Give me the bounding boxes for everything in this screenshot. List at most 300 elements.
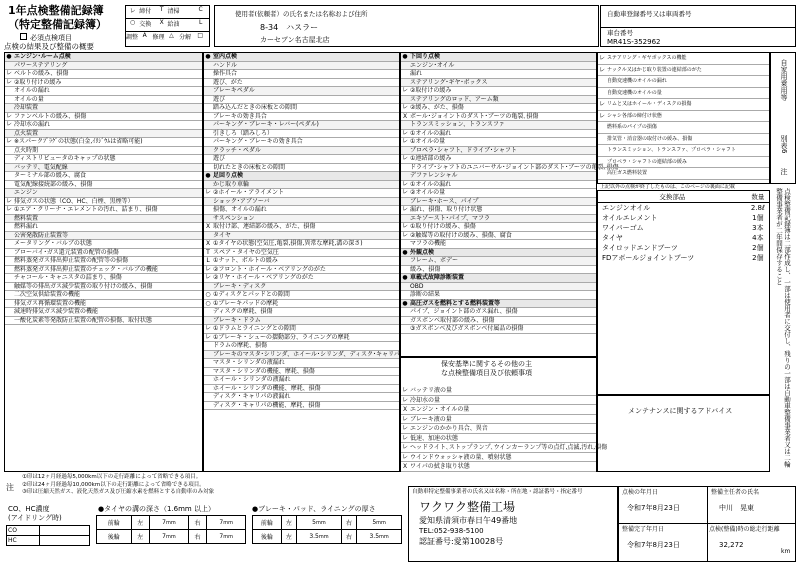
check-mark: レ	[204, 333, 211, 341]
registration-box	[600, 5, 796, 47]
check-item-label: ファンベルトの緩み、損傷	[14, 112, 87, 120]
check-item-label: ターミナル部の緩み、腐食	[14, 172, 87, 179]
part-name: タイヤ	[602, 234, 623, 242]
standard-row	[401, 453, 596, 463]
check-row	[204, 351, 399, 360]
check-row	[401, 257, 596, 266]
extra-row	[598, 53, 769, 65]
check-row	[5, 308, 202, 317]
check-row	[204, 189, 399, 198]
check-item-label: ①ナット、ボルトの緩み	[213, 257, 278, 264]
check-mark: レ	[204, 189, 211, 196]
check-item-label: ②触媒等の取付けの緩み、損傷、腐食	[410, 231, 512, 239]
check-item-label: ブレーキ・ドラム	[213, 316, 261, 324]
pad-rl-label: 左	[281, 530, 296, 544]
check-row	[5, 62, 202, 71]
required-items-label: 必須点検項目	[20, 33, 72, 42]
check-item-label: 電気配線接続部の緩み、損傷	[14, 180, 93, 188]
side-label-table: 別表6	[780, 135, 788, 154]
check-row	[204, 257, 399, 266]
check-mark: レ	[401, 155, 408, 162]
parts-row	[598, 203, 769, 214]
check-row	[401, 249, 596, 258]
odometer-value: 32,272	[719, 541, 744, 549]
check-row	[204, 334, 399, 343]
check-row	[204, 232, 399, 241]
check-item-label: クラッチ・ペダル	[213, 146, 261, 154]
check-item-label: 冷却水の漏れ	[14, 121, 51, 128]
check-item-label: ①ブレーキパッドの摩耗	[213, 299, 279, 307]
shop-phone: TEL:052-938-5100	[419, 527, 484, 535]
check-item-label: ステアリングのロッド、アーム類	[410, 95, 499, 103]
check-mark: ●	[402, 53, 408, 60]
check-item-label: マフラの機能	[410, 240, 447, 247]
extra-row	[598, 168, 769, 180]
check-row	[401, 240, 596, 249]
check-item-label: ハンドル	[213, 61, 238, 69]
check-row	[401, 266, 596, 275]
pad-fr-label: 右	[341, 516, 356, 530]
standard-row	[401, 424, 596, 434]
check-mark: ●	[402, 274, 408, 281]
check-row	[204, 249, 399, 258]
check-item-label: パワーステアリング	[14, 61, 68, 69]
chassis-label: 車台番号	[607, 29, 633, 37]
part-name: オイルエレメント	[602, 214, 658, 222]
check-item-label: ディスク・キャリパの機能、摩耗、損傷	[213, 401, 321, 409]
advice-box	[597, 395, 770, 472]
standard-item-label: 冷却水の量	[410, 396, 441, 404]
check-item-label: ディスク・キャリパの液漏れ	[213, 393, 291, 400]
check-item-label: トランスミッション、トランスファ	[410, 121, 505, 128]
check-item-label: 外観点検	[410, 248, 435, 256]
check-item-label: 点火装置	[14, 129, 39, 137]
check-item-label: 診断の結果	[410, 291, 441, 298]
hc-label: HC	[7, 536, 40, 546]
check-item-label: マスタ・シリンダの液漏れ	[213, 359, 285, 366]
footer-note: ③印は圧縮天然ガス、液化天然ガス及び圧縮水素を燃料とする自動車のみ対象	[22, 489, 215, 495]
check-row	[204, 342, 399, 351]
footer-note: ①印は12ヶ月経過毎5,000km以下の走行距離によって省略できる項目。	[22, 474, 202, 480]
check-item-label: 冷却装置	[14, 104, 39, 111]
check-row	[401, 70, 596, 79]
check-row	[5, 113, 202, 122]
check-item-label: 排気ガス再循環装置の機能	[14, 299, 87, 307]
odometer-label: 点検(整備)時の総走行距離	[709, 526, 780, 533]
check-row	[401, 232, 596, 241]
side-label-type: 自家用乗用等	[780, 59, 788, 101]
check-mark: レ	[401, 138, 408, 145]
pad-rr-label: 右	[341, 530, 356, 544]
check-mark: レ	[5, 121, 12, 128]
check-item-label: ディストリビュータのキャップの状態	[14, 155, 116, 162]
part-qty: 2.8ℓ	[750, 204, 765, 212]
check-mark: レ	[204, 325, 211, 332]
check-item-label: 点火時期	[14, 146, 39, 154]
check-item-label: 操作具合	[213, 70, 238, 77]
extra-row	[598, 145, 769, 157]
check-row	[204, 240, 399, 249]
tread-rl-value: 7mm	[150, 530, 189, 544]
check-row	[204, 368, 399, 377]
standard-title-2: な点検整備項目及び依頼事項	[441, 369, 532, 377]
check-row	[401, 283, 596, 292]
part-name: タイロッドエンドブーツ	[602, 244, 678, 252]
footer-note: ②印は24ヶ月経過毎10,000km以下の走行距離によって省略できる項目。	[22, 481, 205, 488]
check-item-label: エキゾースト･パイプ、マフラ	[410, 214, 491, 222]
check-row	[5, 198, 202, 207]
check-item-label: ②リヤ・ホイール・ベアリングのがた	[213, 274, 314, 281]
check-item-label: スペア・タイヤの空気圧	[213, 248, 279, 256]
check-item-label: ②ホイール・アライメント	[213, 189, 285, 196]
part-name: エンジンオイル	[602, 204, 651, 212]
check-row	[204, 402, 399, 411]
extra-row	[598, 111, 769, 123]
pad-title: ●ブレーキ・パッド、ライニングの厚さ	[252, 505, 376, 513]
check-row	[401, 79, 596, 88]
check-item-label: ドラムの摩耗、損傷	[213, 342, 267, 349]
check-row	[401, 325, 596, 334]
shop-label: 自動車特定整備事業者の氏名又は名称・所在地・認証番号・指定番号	[412, 489, 583, 495]
owner-box	[214, 5, 599, 47]
check-item-label: 引きしろ（踏みしろ）	[213, 129, 274, 137]
check-item-label: ショック･アブソーバ	[213, 197, 270, 205]
check-row	[5, 257, 202, 266]
standard-title-1: 保安基準に関するその他の主	[441, 360, 532, 368]
check-row	[5, 240, 202, 249]
extra-item-label: ステアリング・ギヤボックスの機能	[607, 55, 687, 61]
check-item-label: 遊び	[213, 155, 226, 162]
check-item-label: ②取り付けの緩み	[14, 78, 62, 86]
check-mark: レ	[598, 55, 605, 62]
check-item-label: フレーム、ボデー	[410, 257, 458, 264]
check-row	[5, 53, 202, 62]
check-mark: レ	[401, 223, 408, 230]
check-row	[401, 198, 596, 207]
check-row	[204, 87, 399, 96]
check-item-label: 燃料蒸発ガス排出抑止装置のチェック・バルブの機能	[14, 265, 158, 273]
check-row	[204, 104, 399, 113]
check-item-label: ディスクの摩耗、損傷	[213, 308, 273, 315]
part-qty: 2個	[752, 254, 764, 262]
check-row	[401, 223, 596, 232]
inspect-date-label: 点検の年月日	[622, 489, 659, 496]
pad-rr-value: 3.5mm	[357, 530, 402, 544]
advice-label: メンテナンスに関するアドバイス	[628, 407, 733, 415]
complete-date: 令和7年8月23日	[627, 541, 680, 549]
check-row	[204, 79, 399, 88]
extra-note: 上記以外の点検が終了したものは、このページの裏面に記載	[600, 184, 735, 190]
note-label: 注	[6, 483, 14, 492]
check-item-label: ③ガスボンベ及びガスボンベ付属品の損傷	[410, 325, 524, 332]
check-mark: レ	[401, 387, 408, 394]
extra-item-label: 自動変速機のオイルの漏れ	[607, 78, 667, 84]
shop-name: ワクワク整備工場	[419, 500, 516, 514]
check-item-label: ブレーキ・ディスク	[213, 282, 267, 290]
check-item-label: 高圧ガスを燃料とする燃料装置等	[410, 299, 501, 307]
page-title: 1年点検整備記録簿	[8, 4, 104, 17]
check-item-label: ブレーキの効き具合	[213, 112, 267, 120]
check-item-label: 燃料蒸発ガス排出抑止装置の配管等の損傷	[14, 257, 129, 264]
check-item-label: ブレーキのマスタ･シリンダ、ホイール･シリンダ、ディスク･キャリパ	[213, 350, 400, 358]
check-mark: L	[206, 257, 210, 264]
parts-header-cell: 数量	[747, 191, 769, 203]
check-row	[5, 300, 202, 309]
standard-row	[401, 396, 596, 406]
check-item-label: ①オイルの漏れ	[410, 180, 452, 188]
check-item-label: 遊び、がた	[213, 78, 243, 86]
check-row	[5, 155, 202, 164]
co-subtitle: (アイドリング時)	[8, 514, 62, 522]
extra-row	[598, 157, 769, 169]
check-row	[401, 181, 596, 190]
check-mark: レ	[401, 180, 408, 188]
check-mark: X	[205, 240, 211, 247]
check-row	[5, 87, 202, 96]
check-item-label: ①連結部の緩み	[410, 155, 452, 162]
check-row	[401, 121, 596, 130]
check-mark: レ	[598, 112, 605, 120]
check-row	[204, 376, 399, 385]
check-mark: レ	[5, 206, 12, 213]
check-row	[401, 163, 619, 173]
check-mark: X	[402, 112, 408, 120]
check-item-label: ①取り付けの緩み、損傷	[410, 223, 476, 230]
check-item-label: 減速時排気ガス減少装置の機能	[14, 308, 99, 315]
check-row	[5, 206, 202, 215]
co-label: CO	[7, 526, 40, 536]
standard-item-label: ワイパの拭き取り状態	[410, 463, 470, 470]
pad-fl-value: 5mm	[297, 516, 342, 530]
check-row	[401, 53, 596, 62]
pad-rl-value: 3.5mm	[297, 530, 342, 544]
check-mark: レ	[401, 206, 408, 213]
check-item-label: パーキング・ブレーキ・レバー(ペダル)	[213, 121, 319, 128]
check-row	[5, 138, 202, 147]
owner-label: 使用者(依頼者）の氏名または名称および住所	[235, 10, 368, 18]
check-row	[401, 62, 596, 71]
check-item-label: かじ取り車輪	[213, 180, 250, 188]
check-item-label: 損傷、オイルの漏れ	[213, 206, 267, 213]
odometer-unit: km	[781, 548, 791, 555]
tread-fr-value: 7mm	[207, 516, 246, 530]
check-mark: レ	[5, 138, 12, 145]
check-row	[401, 291, 596, 300]
check-item-label: 一酸化炭素等発散防止装置の配管の損傷、取付状態	[14, 316, 153, 324]
check-mark: レ	[401, 453, 408, 461]
check-row	[204, 121, 399, 130]
co-title: CO、HC濃度	[8, 505, 50, 513]
parts-row	[598, 233, 769, 243]
check-row	[204, 53, 399, 62]
check-item-label: パーキング・ブレーキの効き具合	[213, 138, 303, 145]
check-row	[204, 393, 399, 402]
check-mark: レ	[204, 265, 211, 273]
tread-rear-label: 後輪	[97, 530, 132, 544]
registration-label: 自動車登録番号又は車両番号	[607, 10, 692, 18]
extra-item-label: ナックル又はかじ取り装置の連結部のがた	[607, 66, 702, 73]
check-mark: レ	[401, 87, 408, 94]
check-item-label: ガスボンベ取付部の緩み、損傷	[410, 316, 495, 324]
results-label: 点検の結果及び整備の概要	[4, 42, 94, 51]
standard-row	[401, 462, 596, 472]
standard-item-label: ヘッドライト､ストップランプ､ウインカーランプ等の点灯,点滅,汚れ,損傷	[410, 444, 608, 451]
tread-front-label: 前輪	[97, 516, 132, 530]
inspect-date: 令和7年8月23日	[627, 504, 680, 512]
pad-table	[252, 515, 402, 544]
dates-box	[618, 486, 796, 562]
check-item-label: ボール･ジョイントのダスト･ブーツの亀裂､損傷	[410, 112, 539, 120]
check-row	[204, 164, 399, 173]
check-mark: ●	[205, 53, 211, 60]
check-row	[204, 147, 399, 156]
owner-name: 8-34 ハスラー	[260, 23, 319, 32]
pad-rear-label: 後輪	[253, 530, 282, 544]
extra-item-label: リムと又はホイール・ディスクの損傷	[607, 101, 692, 107]
check-item-label: オイルの量	[14, 95, 44, 103]
side-label-box	[770, 52, 796, 184]
tread-rl-label: 左	[131, 530, 150, 544]
check-mark: レ	[401, 129, 408, 137]
check-item-label: ブローバイ･ガス還元装置の配管の損傷	[14, 248, 119, 256]
check-item-label: ホイール・シリンダの機能、摩耗、損傷	[213, 384, 321, 392]
check-item-label: ステアリング･ギヤ･ボックス	[410, 78, 488, 86]
check-row	[401, 155, 596, 164]
pad-fl-label: 左	[281, 516, 296, 530]
tread-fl-value: 7mm	[150, 516, 189, 530]
check-item-label: ②緩み、がた、損傷	[410, 104, 464, 111]
check-item-label: 漏れ、損傷、取り付け状態	[410, 206, 483, 213]
check-row	[5, 274, 202, 283]
check-row	[5, 249, 202, 258]
parts-row	[598, 223, 769, 233]
check-item-label: チャコール・キャニスタの詰まり、損傷	[14, 274, 122, 281]
check-item-label: エンジン	[14, 189, 38, 196]
check-item-label: パイプ、ジョイント部のガス漏れ、損傷	[410, 308, 518, 315]
extra-items-box	[597, 52, 770, 184]
check-mark: T	[206, 248, 210, 256]
extra-row	[598, 65, 769, 77]
check-row	[5, 291, 202, 300]
check-mark: レ	[5, 112, 12, 120]
tread-rr-label: 右	[188, 530, 207, 544]
check-row	[5, 172, 202, 181]
standard-row	[401, 415, 596, 425]
check-mark: レ	[5, 197, 12, 205]
parts-header-cell: 交換部品	[598, 191, 747, 203]
part-qty: 3本	[752, 224, 764, 232]
check-row	[401, 104, 596, 113]
check-item-label: 公害発散防止装置等	[14, 231, 69, 239]
manager-label: 整備主任者の氏名	[711, 489, 760, 496]
standard-row	[401, 443, 608, 453]
check-row	[5, 189, 202, 198]
extra-item-label: 排気管・消音器の取付けの緩み、損傷	[607, 135, 693, 142]
check-row	[401, 172, 596, 181]
check-row	[204, 138, 399, 147]
check-row	[5, 317, 202, 326]
extra-row	[598, 76, 769, 88]
check-mark: ○	[205, 299, 211, 307]
parts-row	[598, 213, 769, 223]
standard-row	[401, 405, 596, 415]
check-item-label: 取付け部、連結部の緩み、がた、損傷	[213, 223, 316, 230]
check-mark: レ	[401, 396, 408, 404]
check-item-label: ①タイヤの状態(空気圧,亀裂,損傷,異常な摩耗,溝の深さ)	[213, 240, 363, 247]
check-row	[204, 181, 399, 190]
check-item-label: 漏れ	[410, 70, 423, 77]
check-row	[401, 113, 596, 122]
check-mark: ●	[402, 299, 408, 307]
check-row	[204, 385, 399, 394]
check-item-label: 切れたときの床板との隙間	[213, 163, 286, 171]
check-row	[5, 130, 202, 139]
check-mark: レ	[598, 66, 605, 74]
pad-fr-value: 5mm	[357, 516, 402, 530]
standard-item-label: エンジン・オイルの量	[410, 406, 470, 413]
legend-box: レ 締付 T 清掃 C ○ 交換 X 給油 L 調整 A 修理 △ 分解 □	[125, 5, 210, 47]
standard-items-box	[400, 357, 608, 472]
check-item-label: デファレンシャル	[410, 172, 458, 179]
part-name: FDアボールジョイントブーツ	[602, 254, 695, 262]
check-item-label: 室内点検	[213, 53, 238, 60]
check-row	[204, 155, 399, 164]
check-row	[5, 223, 202, 232]
check-row	[401, 206, 596, 215]
check-mark: ●	[6, 53, 12, 60]
side-note: 点検整備記録簿は二部作成し、一部は使用者に交付し、残りの一部は自動車整備事業者又は二輪整備事業者が二年間保存すること	[775, 188, 791, 468]
part-qty: 2個	[752, 244, 764, 252]
extra-item-label: プロペラ・シャフトの連結部の緩み	[607, 158, 687, 165]
part-qty: 4本	[752, 234, 764, 242]
check-item-label: タイヤ	[213, 231, 231, 239]
co-table	[6, 525, 90, 546]
part-qty: 1個	[752, 214, 764, 222]
extra-row	[598, 99, 769, 111]
check-mark: レ	[401, 444, 408, 451]
check-item-label: 踏み込んだときの床板との隙間	[213, 104, 298, 111]
check-mark: レ	[401, 189, 408, 196]
check-item-label: ドライブ･シャフトのユニバーサル･ジョイント部のダスト･ブーツの亀裂､損傷	[410, 163, 619, 171]
check-mark: レ	[5, 70, 12, 77]
tread-fl-label: 左	[131, 516, 150, 530]
check-item-label: 二次空気供給装置の機能	[14, 291, 81, 298]
check-row	[5, 215, 202, 224]
check-row	[204, 266, 399, 275]
extra-item-label: 燃料系のパイプの損傷	[607, 124, 657, 130]
tread-table	[96, 515, 246, 544]
check-item-label: メータリング・バルブの状態	[14, 240, 92, 247]
check-item-label: オイルの漏れ	[14, 87, 50, 94]
standard-row	[401, 386, 596, 396]
check-row	[5, 121, 202, 130]
check-mark: X	[205, 223, 211, 230]
check-item-label: 燃料漏れ	[14, 223, 39, 230]
check-mark: X	[402, 463, 408, 470]
check-item-label: 車載式故障診断装置	[410, 274, 465, 281]
check-item-label: ①エア・クリーナ・エレメントの汚れ、詰まり、損傷	[14, 206, 158, 213]
check-item-label: プロペラ･シャフト、ドライブ･シャフト	[410, 146, 517, 154]
check-item-label: 緩み、損傷	[410, 265, 441, 273]
check-row	[5, 181, 202, 190]
check-row	[401, 130, 596, 139]
standard-item-label: ウインドウォッシャ液の量、噴射状態	[410, 453, 512, 461]
check-item-label: 燃料装置	[14, 214, 39, 222]
parts-header	[598, 191, 769, 203]
check-row	[204, 198, 399, 207]
shop-cert: 認証番号:愛第10028号	[419, 537, 504, 546]
check-row	[5, 232, 202, 241]
